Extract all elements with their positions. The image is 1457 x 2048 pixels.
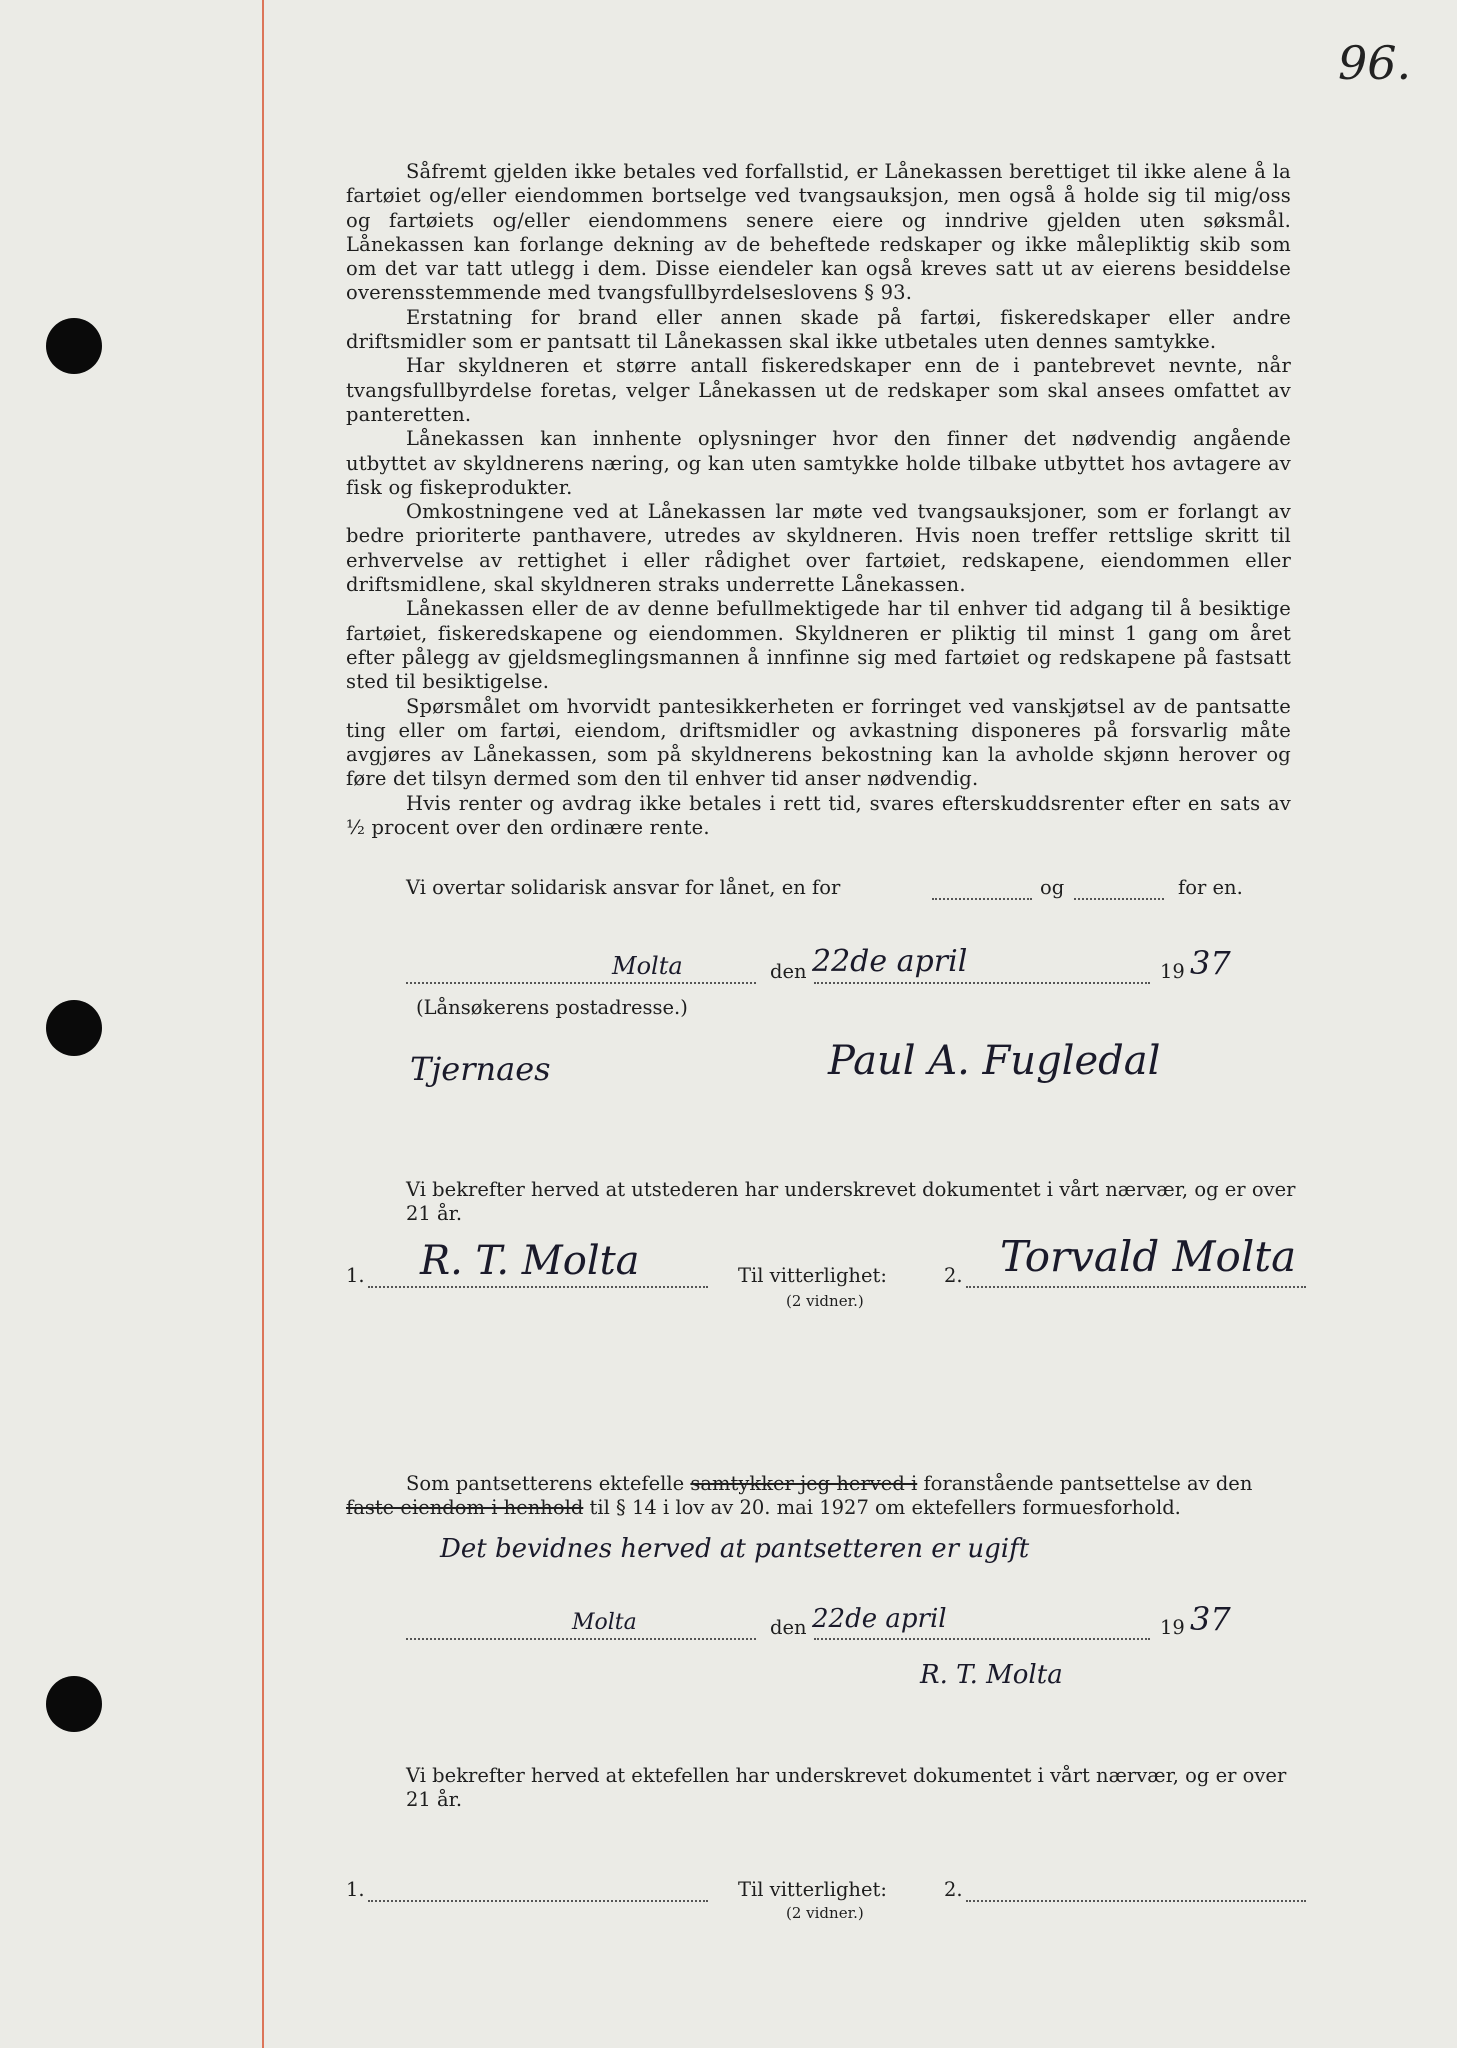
postal-address-handwritten: Tjernaes [410,1050,551,1088]
year-handwritten: 37 [1190,1600,1231,1638]
date-den: den [770,960,807,983]
witness-number-1: 1. [346,1264,365,1287]
paragraph: Omkostningene ved at Lånekassen lar møte ved tvangsauksjoner, som er forlangt av bedre prioriterte panthavere, utredes av skyldneren. Hvis noen treffer rettslige skritt til erhvervelse av rettighet i eller rådighet over fartøiet, redskapene, eiendommen eller driftsmidlene, skal skyldneren straks underrette Lånekassen. [346,500,1291,597]
year-handwritten: 37 [1190,944,1231,982]
dotted-line [368,1900,708,1902]
spouse-handwritten-note: Det bevidnes herved at pantsetteren er ugift [440,1534,1030,1564]
paragraph: Erstatning for brand eller annen skade på fartøi, fiskeredskaper eller andre driftsmidler som er pantsatt til Lånekassen skal ikke utbetales uten dennes samtykke. [346,305,1291,354]
dotted-line [1074,898,1164,900]
paragraph: Lånekassen eller de av denne befullmektigede har til enhver tid adgang til å besiktige fartøiet, fiskeredskapene og eiendommen. Skyldneren er pliktig til minst 1 gang om året efter pålegg av gjeldsmeglingsmannen å innfinne sig med fartøiet og redskapene på fastsatt sted til besiktigelse. [346,597,1291,694]
dotted-line [814,1638,1150,1640]
spouse-signature: R. T. Molta [920,1660,1063,1690]
witness-statement: Vi bekrefter herved at utstederen har underskrevet dokumentet i vårt nærvær, og er over 21 år. [406,1178,1296,1226]
punch-hole [46,1000,102,1056]
date-den: den [770,1616,807,1639]
witness-label: Til vitterlighet: [738,1264,887,1287]
date-handwritten: 22de april [812,944,968,979]
witness-signature-2: Torvald Molta [1000,1232,1297,1281]
borrower-signature: Paul A. Fugledal [828,1038,1161,1084]
punch-hole [46,1676,102,1732]
date-handwritten: 22de april [812,1604,947,1634]
postal-address-label: (Lånsøkerens postadresse.) [416,996,688,1019]
year-prefix: 19 [1160,960,1185,983]
witness-number-1: 1. [346,1878,365,1901]
paragraph: Hvis renter og avdrag ikke betales i rett tid, svares efterskuddsrenter efter en sats av ½ procent over den ordinære rente. [346,791,1291,840]
dotted-line [966,1286,1306,1288]
dotted-line [368,1286,708,1288]
solidarity-prefix: Vi overtar solidarisk ansvar for lånet, en for [406,876,841,899]
solidarity-og: og [1040,876,1065,899]
dotted-line [406,1638,756,1640]
dotted-line [406,982,756,984]
witness-label: Til vitterlighet: [738,1878,887,1901]
page-number: 96. [1338,36,1412,90]
place-handwritten: Molta [612,952,683,980]
paragraph: Lånekassen kan innhente oplysninger hvor den finner det nødvendig angående utbyttet av skyldnerens næring, og kan uten samtykke holde tilbake utbyttet hos avtagere av fisk og fiskeprodukter. [346,427,1291,499]
witness-signature-1: R. T. Molta [420,1238,640,1284]
terms-text [346,160,1291,840]
spouse-consent-text: Som pantsetterens ektefelle samtykker jeg herved i foranstående pantsettelse av den faste eiendom i henhold til § 14 i lov av 20. mai 1927 om ektefellers formuesforhold. [346,1472,1253,1520]
witness-number-2: 2. [944,1878,963,1901]
witness-number-2: 2. [944,1264,963,1287]
paragraph: Spørsmålet om hvorvidt pantesikkerheten er forringet ved vanskjøtsel av de pantsatte ting eller om fartøi, eiendom, driftsmidler og avkastning disponeres på forsvarlig måte avgjøres av Lånekassen, som på skyldnerens bekostning kan la avholde skjønn herover og føre det tilsyn dermed som den til enhver tid anser nødvendig. [346,694,1291,791]
year-prefix: 19 [1160,1616,1185,1639]
struck-text: samtykker jeg herved i [690,1472,918,1495]
dotted-line [814,982,1150,984]
paragraph: Har skyldneren et større antall fiskeredskaper enn de i pantebrevet nevnte, når tvangsfullbyrdelse foretas, velger Lånekassen ut de redskaper som skal ansees omfattet av panteretten. [346,354,1291,426]
punch-hole [46,318,102,374]
solidarity-suffix: for en. [1178,876,1243,899]
paragraph: Såfremt gjelden ikke betales ved forfallstid, er Lånekassen berettiget til ikke alene å la fartøiet og/eller eiendommen bortselge ved tvangsauksjon, men også å holde sig til mig/oss og fartøiets og/eller eiendommens senere eiere og inndrive gjelden uten søksmål. Lånekassen kan forlange dekning av de beheftede redskaper og ikke målepliktig skib som om det var tatt utlegg i dem. Disse eiendeler kan også kreves satt ut av eierens besiddelse overensstemmende med tvangsfullbyrdelseslovens § 93. [346,160,1291,305]
witness-note: (2 vidner.) [786,1292,864,1310]
place-handwritten: Molta [572,1610,637,1635]
red-margin-line [262,0,264,2048]
witness-statement: Vi bekrefter herved at ektefellen har underskrevet dokumentet i vårt nærvær, og er over 21 år. [406,1764,1287,1812]
dotted-line [966,1900,1306,1902]
struck-text: faste eiendom i henhold [346,1496,584,1520]
dotted-line [932,898,1032,900]
witness-note: (2 vidner.) [786,1904,864,1922]
